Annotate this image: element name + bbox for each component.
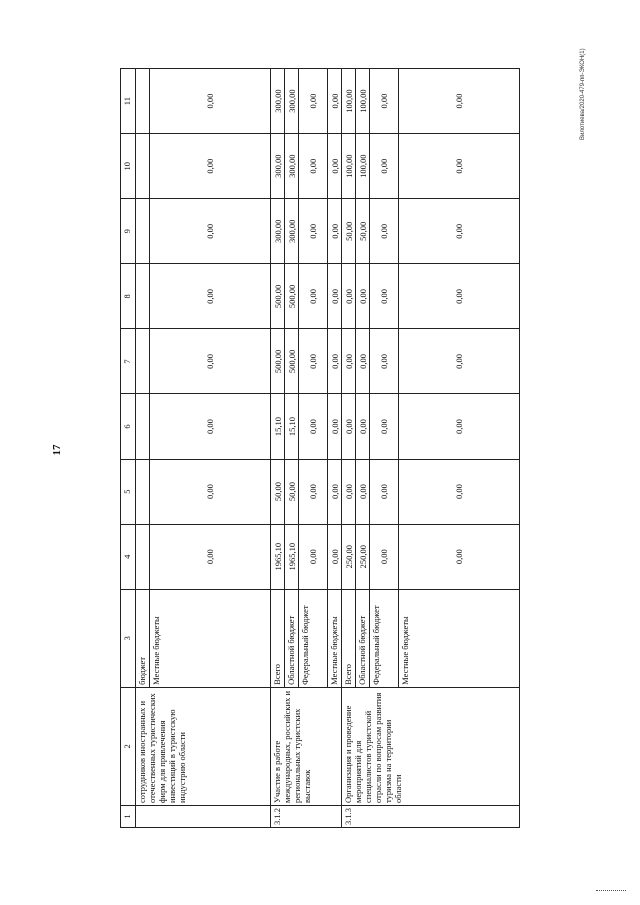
- amount-cell: 0,00: [370, 69, 399, 134]
- amount-cell: 0,00: [370, 524, 399, 589]
- amount-cell: 0,00: [328, 329, 342, 394]
- amount-cell: [136, 394, 150, 459]
- header-cell: 10: [121, 134, 136, 199]
- amount-cell: 0,00: [356, 459, 370, 524]
- amount-cell: 0,00: [150, 524, 271, 589]
- amount-cell: 100,00: [342, 69, 356, 134]
- amount-cell: 0,00: [150, 69, 271, 134]
- amount-cell: 250,00: [342, 524, 356, 589]
- amount-cell: 0,00: [328, 134, 342, 199]
- amount-cell: [136, 134, 150, 199]
- funding-source: Федеральный бюджет: [299, 589, 328, 687]
- activity-name: Организация и проведение мероприятий для специалистов туристской отрасли по вопросам развития туризма на территории области: [342, 687, 520, 805]
- amount-cell: 0,00: [328, 524, 342, 589]
- header-cell: 3: [121, 589, 136, 687]
- amount-cell: 0,00: [328, 264, 342, 329]
- amount-cell: 0,00: [299, 459, 328, 524]
- amount-cell: 0,00: [299, 134, 328, 199]
- bottom-divider: [596, 890, 626, 891]
- amount-cell: 0,00: [328, 459, 342, 524]
- header-cell: 2: [121, 687, 136, 805]
- header-cell: 11: [121, 69, 136, 134]
- amount-cell: 1965,10: [271, 524, 285, 589]
- header-cell: 5: [121, 459, 136, 524]
- row-index: [136, 805, 271, 827]
- row-index: 3.1.3: [342, 805, 520, 827]
- amount-cell: 300,00: [271, 199, 285, 264]
- amount-cell: 0,00: [370, 199, 399, 264]
- amount-cell: 0,00: [399, 394, 520, 459]
- header-cell: 7: [121, 329, 136, 394]
- amount-cell: 50,00: [342, 199, 356, 264]
- amount-cell: 0,00: [299, 264, 328, 329]
- amount-cell: 0,00: [370, 459, 399, 524]
- row-index: 3.1.2: [271, 805, 342, 827]
- amount-cell: [136, 329, 150, 394]
- funding-source: бюджет: [136, 589, 150, 687]
- amount-cell: 0,00: [299, 69, 328, 134]
- amount-cell: 0,00: [399, 264, 520, 329]
- amount-cell: 0,00: [342, 264, 356, 329]
- amount-cell: 0,00: [399, 524, 520, 589]
- amount-cell: 300,00: [285, 199, 299, 264]
- amount-cell: 0,00: [370, 134, 399, 199]
- header-cell: 1: [121, 805, 136, 827]
- amount-cell: 0,00: [370, 264, 399, 329]
- amount-cell: 0,00: [370, 394, 399, 459]
- amount-cell: 300,00: [271, 134, 285, 199]
- amount-cell: 0,00: [399, 134, 520, 199]
- amount-cell: 0,00: [150, 394, 271, 459]
- table-row: [271, 69, 285, 828]
- amount-cell: 0,00: [356, 394, 370, 459]
- amount-cell: 0,00: [399, 69, 520, 134]
- amount-cell: [136, 264, 150, 329]
- activity-name: сотрудников иностранных и отечественных туристических фирм для привлечения инвестиций в туристскую индустрию области: [136, 687, 271, 805]
- table-row: [342, 69, 356, 828]
- budget-table-container: [120, 68, 560, 828]
- amount-cell: 0,00: [150, 459, 271, 524]
- table-row: [136, 69, 150, 828]
- amount-cell: 0,00: [299, 199, 328, 264]
- amount-cell: 250,00: [356, 524, 370, 589]
- amount-cell: 100,00: [356, 69, 370, 134]
- amount-cell: 0,00: [370, 329, 399, 394]
- funding-source: Областной бюджет: [356, 589, 370, 687]
- amount-cell: 0,00: [328, 199, 342, 264]
- amount-cell: 300,00: [285, 69, 299, 134]
- funding-source: Федеральный бюджет: [370, 589, 399, 687]
- amount-cell: 500,00: [271, 264, 285, 329]
- funding-source: Всего: [342, 589, 356, 687]
- amount-cell: 300,00: [271, 69, 285, 134]
- amount-cell: 15,10: [271, 394, 285, 459]
- amount-cell: [136, 459, 150, 524]
- funding-source: Местные бюджеты: [328, 589, 342, 687]
- header-cell: 8: [121, 264, 136, 329]
- amount-cell: 0,00: [150, 199, 271, 264]
- amount-cell: 500,00: [285, 329, 299, 394]
- funding-source: Областной бюджет: [285, 589, 299, 687]
- amount-cell: 50,00: [356, 199, 370, 264]
- amount-cell: 0,00: [299, 394, 328, 459]
- amount-cell: 0,00: [342, 459, 356, 524]
- page-number: 17: [51, 444, 63, 456]
- amount-cell: 0,00: [399, 459, 520, 524]
- amount-cell: 50,00: [271, 459, 285, 524]
- header-cell: 6: [121, 394, 136, 459]
- amount-cell: 0,00: [299, 524, 328, 589]
- amount-cell: 100,00: [342, 134, 356, 199]
- amount-cell: 0,00: [356, 264, 370, 329]
- amount-cell: 0,00: [328, 394, 342, 459]
- document-reference: Вилотиева/2020-479-пп-ЭКОН(1): [580, 48, 586, 140]
- amount-cell: 500,00: [285, 264, 299, 329]
- amount-cell: 0,00: [399, 329, 520, 394]
- activity-name: Участие в работе международных, российских и региональных туристских выставок: [271, 687, 342, 805]
- amount-cell: 0,00: [342, 394, 356, 459]
- amount-cell: [136, 69, 150, 134]
- amount-cell: 50,00: [285, 459, 299, 524]
- amount-cell: 0,00: [328, 69, 342, 134]
- amount-cell: 0,00: [150, 329, 271, 394]
- amount-cell: 0,00: [342, 329, 356, 394]
- amount-cell: 0,00: [299, 329, 328, 394]
- amount-cell: 500,00: [271, 329, 285, 394]
- funding-source: Всего: [271, 589, 285, 687]
- amount-cell: 1965,10: [285, 524, 299, 589]
- amount-cell: 15,10: [285, 394, 299, 459]
- header-cell: 9: [121, 199, 136, 264]
- funding-source: Местные бюджеты: [150, 589, 271, 687]
- amount-cell: 0,00: [399, 199, 520, 264]
- amount-cell: [136, 199, 150, 264]
- amount-cell: 300,00: [285, 134, 299, 199]
- funding-source: Местные бюджеты: [399, 589, 520, 687]
- amount-cell: 0,00: [150, 134, 271, 199]
- amount-cell: [136, 524, 150, 589]
- header-row: [121, 69, 136, 828]
- budget-table: [120, 68, 520, 828]
- header-cell: 4: [121, 524, 136, 589]
- amount-cell: 100,00: [356, 134, 370, 199]
- amount-cell: 0,00: [356, 329, 370, 394]
- amount-cell: 0,00: [150, 264, 271, 329]
